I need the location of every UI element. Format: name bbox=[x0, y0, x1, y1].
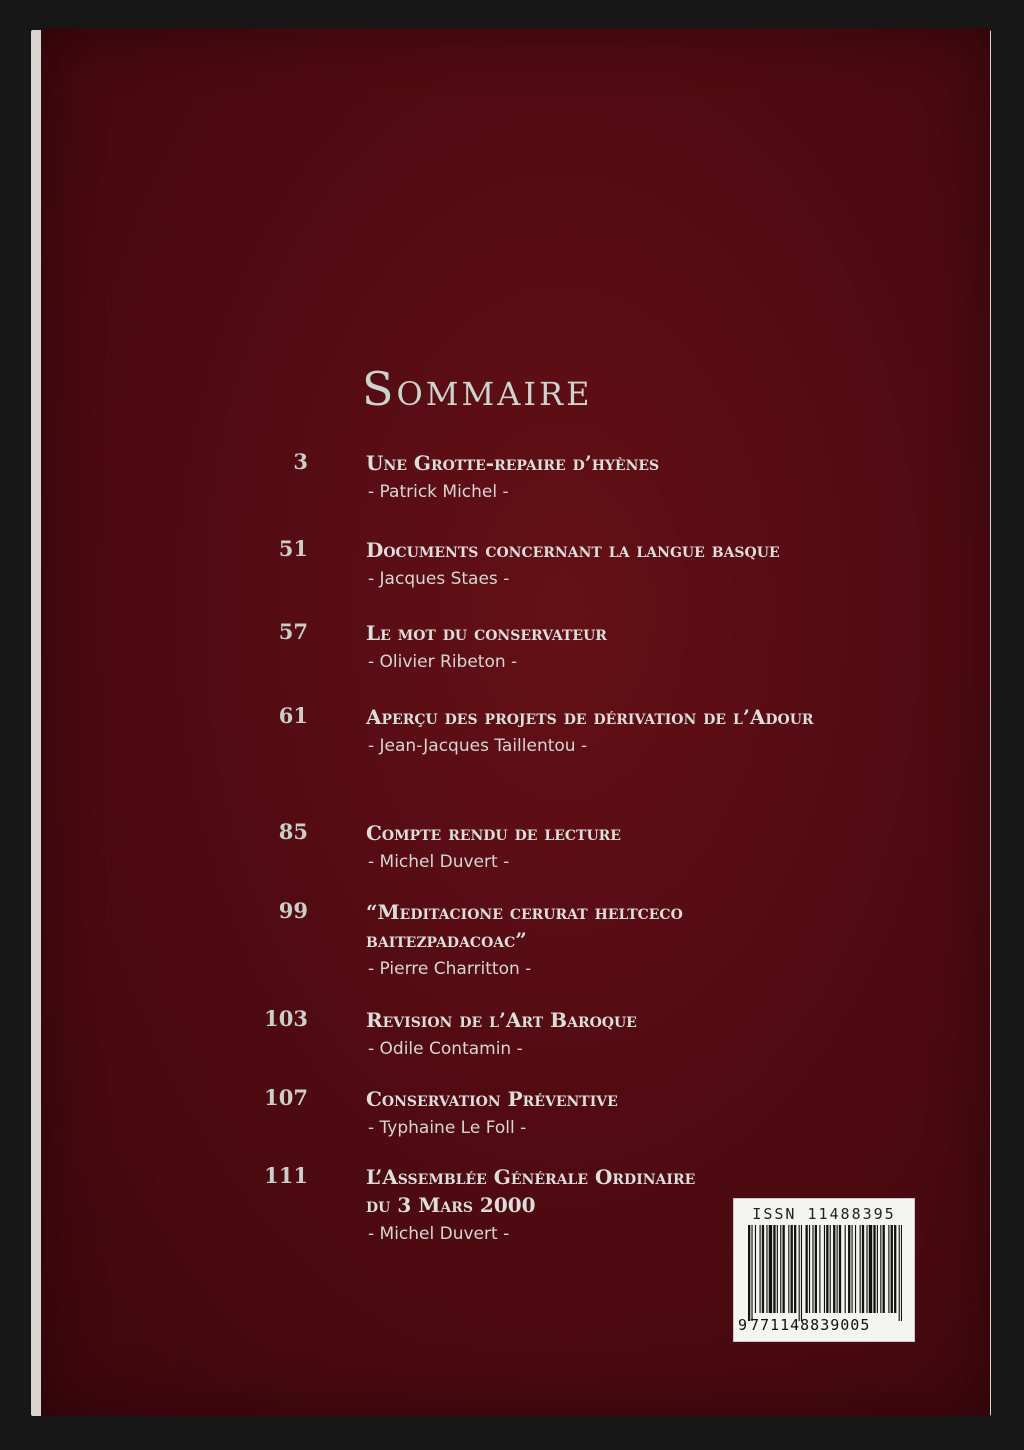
barcode-bar bbox=[794, 1225, 796, 1313]
barcode-bar bbox=[866, 1225, 867, 1313]
toc-author: - Typhaine Le Foll - bbox=[368, 1118, 527, 1138]
toc-page-number: 99 bbox=[278, 898, 308, 923]
barcode-bar bbox=[852, 1225, 853, 1313]
barcode-bar bbox=[748, 1225, 750, 1321]
barcode-bar bbox=[855, 1225, 856, 1313]
barcode-bar bbox=[815, 1225, 817, 1313]
toc-title-text: L’Assemblée Générale Ordinaire du 3 Mars 2000 bbox=[366, 1165, 696, 1217]
toc-title-text: “Meditacione cerurat heltceco baitezpadacoac” bbox=[366, 900, 683, 952]
barcode-bar bbox=[812, 1225, 813, 1313]
issn-label: ISSN 11488395 bbox=[752, 1205, 896, 1223]
toc-title bbox=[366, 1006, 846, 1064]
barcode-bar bbox=[826, 1225, 828, 1313]
toc-author: - Jean-Jacques Taillentou - bbox=[368, 736, 588, 756]
barcode-bar bbox=[877, 1225, 878, 1313]
toc-title-text: Revision de l’Art Baroque bbox=[366, 1008, 637, 1032]
barcode-bar bbox=[762, 1225, 764, 1313]
toc-author: - Jacques Staes - bbox=[368, 569, 510, 589]
barcode-bar bbox=[799, 1225, 800, 1321]
toc-page-number: 61 bbox=[278, 703, 308, 728]
barcode-bar bbox=[830, 1225, 831, 1313]
barcode-bar bbox=[845, 1225, 846, 1313]
toc-page-number: 111 bbox=[264, 1163, 308, 1188]
toc-title-text: Une Grotte-repaire d’hyènes bbox=[366, 451, 660, 475]
toc-author: - Michel Duvert - bbox=[368, 852, 510, 872]
barcode-bar bbox=[806, 1225, 808, 1313]
barcode-bar bbox=[809, 1225, 810, 1313]
barcode-bar bbox=[862, 1225, 864, 1313]
toc-page-number: 51 bbox=[278, 536, 308, 561]
ean-number: 771148839005 bbox=[750, 1316, 871, 1334]
toc-author: - Michel Duvert - bbox=[368, 1224, 510, 1244]
barcode-bar bbox=[755, 1225, 756, 1313]
barcode-bar bbox=[819, 1225, 820, 1313]
toc-page-number: 85 bbox=[278, 819, 308, 844]
page-title: Sommaire bbox=[362, 362, 593, 416]
barcode-bar bbox=[869, 1225, 872, 1313]
barcode-bar bbox=[766, 1225, 767, 1313]
barcode-bar bbox=[788, 1225, 789, 1313]
barcode-bar bbox=[751, 1225, 752, 1321]
barcode-bar bbox=[901, 1225, 902, 1321]
toc-page-number: 107 bbox=[264, 1085, 308, 1110]
toc-title-text: Aperçu des projets de dérivation de l’Adour bbox=[366, 705, 814, 729]
barcode-bar bbox=[833, 1225, 835, 1313]
barcode-bar bbox=[880, 1225, 881, 1313]
toc-page-number: 3 bbox=[293, 449, 308, 474]
barcode-bar bbox=[837, 1225, 838, 1313]
toc-title bbox=[366, 449, 846, 507]
toc-title-text: Compte rendu de lecture bbox=[366, 821, 621, 845]
toc-author: - Odile Contamin - bbox=[368, 1039, 523, 1059]
barcode-bar bbox=[894, 1225, 896, 1313]
barcode-bar bbox=[791, 1225, 793, 1313]
barcode-bar bbox=[839, 1225, 841, 1313]
toc-title bbox=[366, 703, 816, 761]
barcode-bar bbox=[780, 1225, 781, 1313]
barcode-bars bbox=[748, 1225, 902, 1321]
toc-entry bbox=[0, 703, 1024, 813]
toc-author: - Olivier Ribeton - bbox=[368, 652, 518, 672]
toc-title bbox=[366, 1163, 696, 1249]
toc-page-number: 57 bbox=[278, 619, 308, 644]
toc-title bbox=[366, 619, 846, 677]
barcode-bar bbox=[824, 1225, 825, 1313]
barcode-bar bbox=[873, 1225, 875, 1313]
toc-title-text: Documents concernant la langue basque bbox=[366, 538, 780, 562]
barcode-bar bbox=[888, 1225, 889, 1313]
toc-title-text: Le mot du conservateur bbox=[366, 621, 607, 645]
barcode-bar bbox=[883, 1225, 885, 1313]
toc-entry bbox=[0, 898, 1024, 1008]
barcode-bar bbox=[773, 1225, 775, 1313]
barcode-bar bbox=[783, 1225, 785, 1313]
toc-author: - Pierre Charritton - bbox=[368, 959, 532, 979]
toc-title bbox=[366, 536, 846, 594]
barcode-bar bbox=[760, 1225, 761, 1313]
toc-title bbox=[366, 898, 736, 984]
barcode-bar bbox=[899, 1225, 900, 1321]
barcode-bar bbox=[891, 1225, 893, 1313]
issn-barcode bbox=[733, 1198, 915, 1342]
barcode-bar bbox=[777, 1225, 778, 1313]
barcode-bar bbox=[848, 1225, 850, 1313]
toc-title bbox=[366, 1085, 846, 1143]
barcode-bar bbox=[801, 1225, 802, 1321]
toc-author: - Patrick Michel - bbox=[368, 482, 509, 502]
barcode-bar bbox=[769, 1225, 772, 1313]
toc-title-text: Conservation Préventive bbox=[366, 1087, 618, 1111]
barcode-bar bbox=[860, 1225, 861, 1313]
toc-page-number: 103 bbox=[264, 1006, 308, 1031]
ean-leading-digit: 9 bbox=[738, 1316, 748, 1334]
toc-title bbox=[366, 819, 846, 877]
